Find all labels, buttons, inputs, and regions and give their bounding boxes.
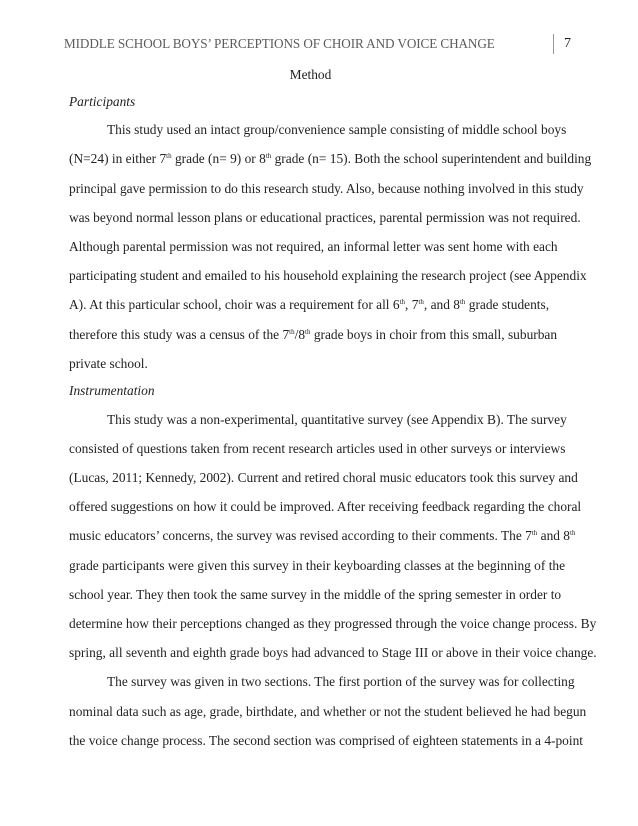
participants-heading: Participants [69,93,136,109]
text-line: A). At this particular school, choir was a requirement for all 6th, 7th, and 8th grade students, [69,297,550,313]
instrumentation-paragraph-2 [69,667,587,755]
text-line: offered suggestions on how it could be improved. After receiving feedback regarding the choral [69,499,582,515]
instrumentation-heading: Instrumentation [69,383,155,399]
page-number: 7 [564,36,571,51]
text-line: (Lucas, 2011; Kennedy, 2002). Current and retired choral music educators took this survey and [69,470,578,486]
text-line: (N=24) in either 7th grade (n= 9) or 8th grade (n= 15). Both the school superintendent and building [69,151,592,167]
text-line: nominal data such as age, grade, birthdate, and whether or not the student believed he had begun [69,703,587,719]
text-line: This study was a non-experimental, quantitative survey (see Appendix B). The survey [107,411,567,427]
text-line: school year. They then took the same survey in the middle of the spring semester in order to [69,586,562,602]
instrumentation-paragraph [69,405,597,668]
text-line: spring, all seventh and eighth grade boys had advanced to Stage III or above in their voice change. [69,645,597,661]
page-body [69,62,597,755]
section-title: Method [289,67,332,82]
text-line: participating student and emailed to his household explaining the research project (see Appendix [69,268,587,284]
text-line: consisted of questions taken from recent research articles used in other surveys or interviews [69,440,566,456]
text-line: This study used an intact group/convenience sample consisting of middle school boys [107,122,567,138]
text-line: The survey was given in two sections. The first portion of the survey was for collecting [107,674,575,690]
text-line: grade participants were given this survey in their keyboarding classes at the beginning of the [69,557,566,573]
running-head-title: MIDDLE SCHOOL BOYS’ PERCEPTIONS OF CHOIR AND VOICE CHANGE [64,36,495,51]
text-line: was beyond normal lesson plans or educational practices, parental permission was not required. [69,209,581,225]
text-line: music educators’ concerns, the survey was revised according to their comments. The 7th and 8th [69,528,576,544]
text-line: principal gave permission to do this research study. Also, because nothing involved in this study [69,180,584,196]
participants-paragraph [69,115,592,378]
header-divider [553,34,554,54]
text-line: private school. [69,355,148,371]
text-line: the voice change process. The second section was comprised of eighteen statements in a 4-point [69,732,584,748]
text-line: Although parental permission was not required, an informal letter was sent home with each [69,239,558,254]
text-line: determine how their perceptions changed as they progressed through the voice change process. By [69,616,597,632]
running-head [64,33,584,55]
text-line: therefore this study was a census of the 7th/8th grade boys in choir from this small, suburban [69,326,558,342]
